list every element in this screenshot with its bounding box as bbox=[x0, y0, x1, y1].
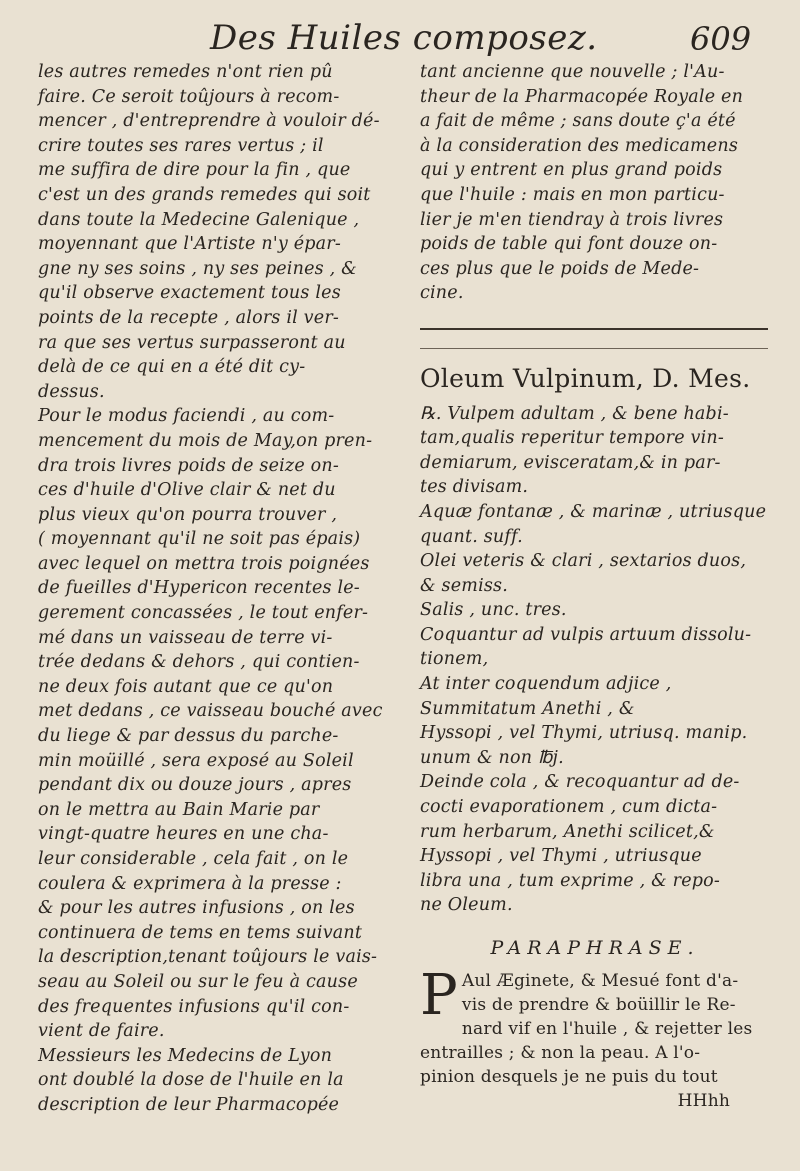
text-line: description de leur Pharmacopée bbox=[38, 1094, 340, 1115]
paraphrase-line: Aul Æginete, & Mesué font d'a- bbox=[461, 970, 739, 991]
drop-cap: P bbox=[420, 962, 458, 1028]
right-column bbox=[420, 60, 770, 1113]
text-line: ne deux fois autant que ce qu'on bbox=[38, 676, 334, 697]
section-rule bbox=[420, 328, 768, 330]
paraphrase-line: nard vif en l'huile , & rejetter les bbox=[461, 1018, 753, 1039]
recipe-line: demiarum, evisceratam,& in par- bbox=[420, 452, 721, 473]
text-line: seau au Soleil ou sur le feu à cause bbox=[38, 971, 358, 992]
text-line: delà de ce qui en a été dit cy- bbox=[38, 357, 306, 378]
paraphrase-line: pinion desquels je ne puis du tout bbox=[420, 1066, 718, 1087]
recipe-line: quant. suff. bbox=[420, 526, 523, 547]
text-line: dessus. bbox=[38, 381, 105, 402]
recipe-line: unum & non ℔j. bbox=[420, 747, 564, 768]
paraphrase-line: entrailles ; & non la peau. A l'o- bbox=[420, 1042, 701, 1063]
paraphrase-line: vis de prendre & boüillir le Re- bbox=[461, 994, 736, 1015]
section-rule-thin bbox=[420, 348, 768, 349]
text-line: cine. bbox=[420, 283, 464, 304]
text-line: coulera & exprimera à la presse : bbox=[38, 873, 342, 894]
text-line: faire. Ce seroit toûjours à recom- bbox=[38, 86, 340, 107]
text-line: gerement concassées , le tout enfer- bbox=[38, 603, 369, 624]
text-line: qui y entrent en plus grand poids bbox=[420, 160, 723, 181]
text-line: gne ny ses soins , ny ses peines , & bbox=[38, 258, 357, 279]
text-line: ( moyennant qu'il ne soit pas épais) bbox=[38, 529, 361, 550]
text-line: ra que ses vertus surpasseront au bbox=[38, 332, 346, 353]
text-line: ces d'huile d'Olive clair & net du bbox=[38, 480, 336, 501]
text-line: lier je m'en tiendray à trois livres bbox=[420, 209, 724, 230]
paraphrase-text bbox=[420, 962, 770, 1089]
intro-text bbox=[420, 60, 770, 306]
printer-signature: HHhh bbox=[677, 1090, 730, 1111]
text-line: à la consideration des medicamens bbox=[420, 135, 739, 156]
text-line: crire toutes ses rares vertus ; il bbox=[38, 135, 324, 156]
text-line: mencer , d'entreprendre à vouloir dé- bbox=[38, 111, 380, 132]
recipe-text bbox=[420, 402, 770, 918]
text-line: avec lequel on mettra trois poignées bbox=[38, 553, 370, 574]
text-line: poids de table qui font douze on- bbox=[420, 234, 718, 255]
page-header bbox=[0, 10, 800, 64]
recipe-line: At inter coquendum adjice , bbox=[420, 674, 672, 695]
recipe-line: cocti evaporationem , cum dicta- bbox=[420, 797, 718, 818]
recipe-line: tionem, bbox=[420, 649, 489, 670]
text-line: de fueilles d'Hypericon recentes le- bbox=[38, 578, 360, 599]
recipe-line: Hyssopi , vel Thymi , utriusque bbox=[420, 846, 702, 867]
text-line: la description,tenant toûjours le vais- bbox=[38, 947, 378, 968]
text-line: Messieurs les Medecins de Lyon bbox=[38, 1045, 333, 1066]
text-line: les autres remedes n'ont rien pû bbox=[38, 62, 333, 82]
text-line: Pour le modus faciendi , au com- bbox=[38, 406, 335, 427]
text-line: vient de faire. bbox=[38, 1021, 165, 1042]
text-line: ont doublé la dose de l'huile en la bbox=[38, 1070, 344, 1091]
text-line: plus vieux qu'on pourra trouver , bbox=[38, 504, 338, 525]
text-line: leur considerable , cela fait , on le bbox=[38, 849, 349, 869]
text-line: mencement du mois de May,on pren- bbox=[38, 430, 373, 451]
left-column bbox=[38, 60, 383, 1118]
text-line: dra trois livres poids de seize on- bbox=[38, 455, 339, 476]
recipe-line: tes divisam. bbox=[420, 477, 529, 498]
recipe-line: Deinde cola , & recoquantur ad de- bbox=[420, 772, 740, 793]
running-title: Des Huiles composez. bbox=[210, 18, 598, 58]
text-line: moyennant que l'Artiste n'y épar- bbox=[38, 234, 341, 255]
text-line: vingt-quatre heures en une cha- bbox=[38, 824, 329, 845]
text-line: trée dedans & dehors , qui contien- bbox=[38, 652, 360, 673]
text-line: on le mettra au Bain Marie par bbox=[38, 799, 320, 820]
recipe-line: Olei veteris & clari , sextarios duos, bbox=[420, 551, 747, 572]
text-line: pendant dix ou douze jours , apres bbox=[38, 775, 352, 796]
recipe-line: tam,qualis reperitur tempore vin- bbox=[420, 428, 725, 449]
recipe-line: & semiss. bbox=[420, 575, 508, 596]
text-line: min moüillé , sera exposé au Soleil bbox=[38, 750, 354, 771]
recipe-line: Aquæ fontanæ , & marinæ , utriusque bbox=[420, 501, 767, 522]
text-line: theur de la Pharmacopée Royale en bbox=[420, 86, 744, 107]
recipe-line: Salis , unc. tres. bbox=[420, 600, 567, 621]
text-line: points de la recepte , alors il ver- bbox=[38, 307, 340, 328]
text-line: & pour les autres infusions , on les bbox=[38, 898, 355, 919]
text-line: ces plus que le poids de Mede- bbox=[420, 258, 700, 279]
recipe-line: Coquantur ad vulpis artuum dissolu- bbox=[420, 624, 752, 645]
text-line: des frequentes infusions qu'il con- bbox=[38, 996, 350, 1017]
text-line: me suffira de dire pour la fin , que bbox=[38, 160, 351, 181]
text-line: qu'il observe exactement tous les bbox=[38, 283, 341, 304]
text-line: continuera de tems en tems suivant bbox=[38, 922, 363, 943]
text-line: c'est un des grands remedes qui soit bbox=[38, 184, 371, 205]
text-line: met dedans , ce vaisseau bouché avec bbox=[38, 701, 383, 722]
text-line: que l'huile : mais en mon particu- bbox=[420, 184, 725, 205]
text-line: tant ancienne que nouvelle ; l'Au- bbox=[420, 62, 725, 82]
paraphrase-title: PARAPHRASE. bbox=[490, 937, 700, 959]
recipe-line: ne Oleum. bbox=[420, 895, 513, 916]
recipe-line: Summitatum Anethi , & bbox=[420, 698, 635, 719]
recipe-line: rum herbarum, Anethi scilicet,& bbox=[420, 821, 715, 842]
recipe-line: ℞. Vulpem adultam , & bene habi- bbox=[420, 403, 729, 424]
text-line: mé dans un vaisseau de terre vi- bbox=[38, 627, 333, 648]
recipe-line: libra una , tum exprime , & repo- bbox=[420, 870, 721, 891]
recipe-line: Hyssopi , vel Thymi, utriusq. manip. bbox=[420, 723, 748, 744]
text-line: du liege & par dessus du parche- bbox=[38, 726, 339, 747]
page-number: 609 bbox=[690, 20, 752, 58]
text-line: a fait de même ; sans doute ç'a été bbox=[420, 111, 736, 132]
section-heading: Oleum Vulpinum, D. Mes. bbox=[420, 363, 751, 393]
text-line: dans toute la Medecine Galenique , bbox=[38, 209, 360, 230]
